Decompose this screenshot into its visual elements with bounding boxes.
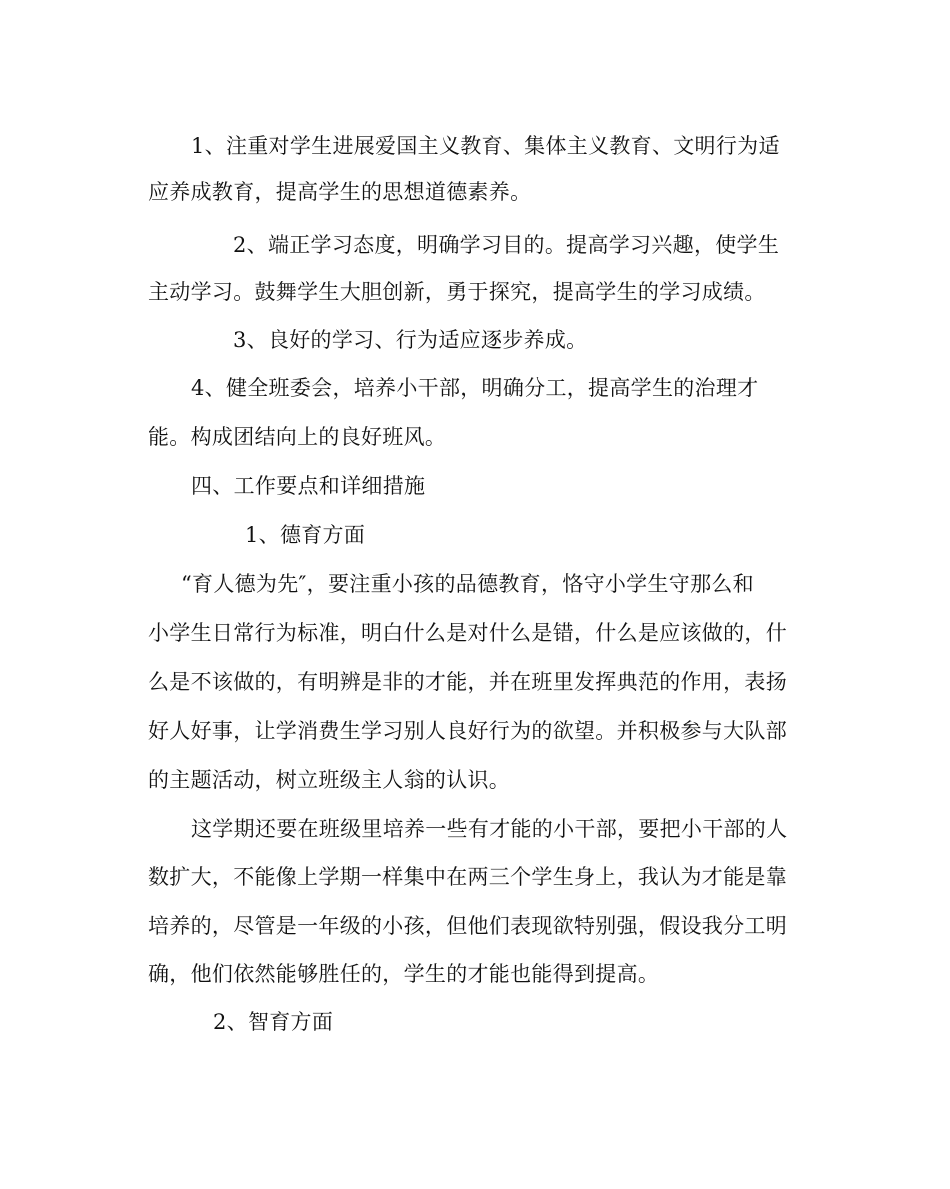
text-line: 2、端正学习态度，明确学习目的。提高学习兴趣，使学生 xyxy=(233,233,780,257)
text-line: 应养成教育，提高学生的思想道德素养。 xyxy=(148,180,532,204)
text-line: 主动学习。鼓舞学生大胆创新，勇于探究，提高学生的学习成绩。 xyxy=(148,280,766,304)
subsection-heading: 1、德育方面 xyxy=(245,523,366,547)
text-line: 的主题活动，树立班级主人翁的认识。 xyxy=(148,768,511,792)
text-line: 这学期还要在班级里培养一些有才能的小干部，要把小干部的人 xyxy=(191,817,788,841)
text-line: 确，他们依然能够胜任的，学生的才能也能得到提高。 xyxy=(148,962,660,986)
subsection-heading: 2、智育方面 xyxy=(213,1010,334,1034)
text-line: “育人德为先″，要注重小孩的品德教育，恪守小学生守那么和 xyxy=(181,572,754,596)
text-line: 数扩大，不能像上学期一样集中在两三个学生身上，我认为才能是靠 xyxy=(148,865,787,889)
text-line: 么是不该做的，有明辨是非的才能，并在班里发挥典范的作用，表扬 xyxy=(148,670,787,694)
text-line: 4、健全班委会，培养小干部，明确分工，提高学生的治理才 xyxy=(191,376,759,400)
section-heading: 四、工作要点和详细措施 xyxy=(191,474,426,498)
text-line: 好人好事，让学消费生学习别人良好行为的欲望。并积极参与大队部 xyxy=(148,719,787,743)
text-line: 能。构成团结向上的良好班风。 xyxy=(148,425,447,449)
text-line: 3、良好的学习、行为适应逐步养成。 xyxy=(233,328,588,352)
text-line: 小学生日常行为标准，明白什么是对什么是错，什么是应该做的，什 xyxy=(148,621,787,645)
text-line: 培养的，尽管是一年级的小孩，但他们表现欲特别强，假设我分工明 xyxy=(148,914,787,938)
text-line: 1、注重对学生进展爱国主义教育、集体主义教育、文明行为适 xyxy=(191,134,780,158)
